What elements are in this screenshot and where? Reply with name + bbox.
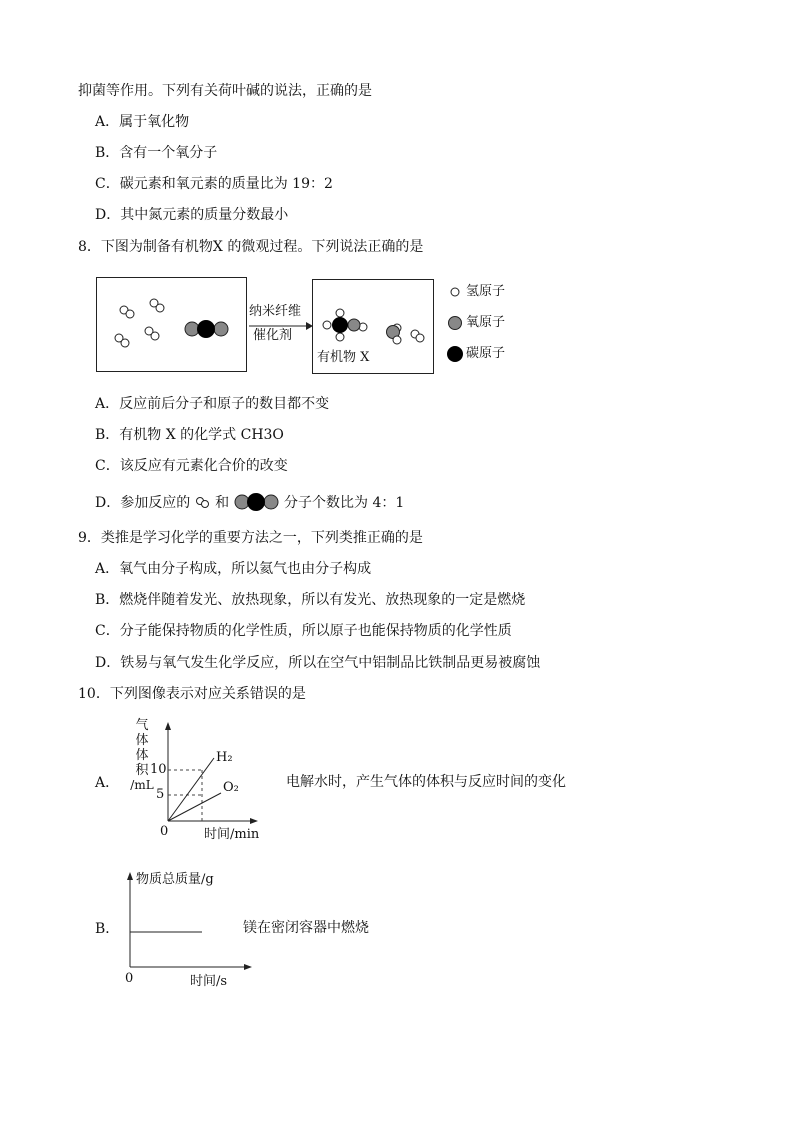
reactant-box xyxy=(96,277,247,372)
q9-option-b: B．燃烧伴随着发光、放热现象，所以有发光、放热现象的一定是燃烧 xyxy=(95,592,526,608)
graph-b-ylabel: 物质总质量/g xyxy=(136,872,214,887)
product-box xyxy=(312,279,434,374)
q8-option-a: A．反应前后分子和原子的数目都不变 xyxy=(95,396,330,412)
q7-option-d: D．其中氮元素的质量分数最小 xyxy=(95,207,289,223)
series-h2-label: H₂ xyxy=(216,750,233,765)
q8-option-d xyxy=(95,492,404,513)
graph-a-xlabel: 时间/min xyxy=(204,827,260,842)
q8-option-d-prefix: D．参加反应的 xyxy=(95,495,191,511)
co2-molecule-icon xyxy=(234,492,280,512)
q9-stem: 9．类推是学习化学的重要方法之一，下列类推正确的是 xyxy=(78,530,423,546)
q8-option-d-mid: 和 xyxy=(215,495,230,511)
q7-option-a: A．属于氧化物 xyxy=(95,114,190,130)
q8-stem: 8．下图为制备有机物X 的微观过程。下列说法正确的是 xyxy=(78,239,424,255)
legend-oxygen: 氧原子 xyxy=(466,315,506,330)
series-o2-line xyxy=(168,793,221,821)
ylabel-char: 积 xyxy=(135,763,149,778)
ylabel-char: /mL xyxy=(130,778,154,792)
series-h2-line xyxy=(168,758,214,821)
q10-option-a-desc: 电解水时，产生气体的体积与反应时间的变化 xyxy=(286,774,566,790)
q7-option-b: B．含有一个氧分子 xyxy=(95,145,218,161)
reactant-molecules xyxy=(97,278,246,371)
q7-option-c: C．碳元素和氧元素的质量比为 19：2 xyxy=(95,176,333,192)
q8-option-c: C．该反应有元素化合价的改变 xyxy=(95,458,288,474)
series-o2-label: O₂ xyxy=(223,780,239,795)
q8-option-b: B．有机物 X 的化学式 CH3O xyxy=(95,427,284,443)
q9-option-d: D．铁易与氧气发生化学反应，所以在空气中铝制品比铁制品更易被腐蚀 xyxy=(95,655,541,671)
q9-option-a: A．氧气由分子构成，所以氦气也由分子构成 xyxy=(95,561,372,577)
legend-carbon: 碳原子 xyxy=(466,346,506,361)
q9-option-c: C．分子能保持物质的化学性质，所以原子也能保持物质的化学性质 xyxy=(95,623,512,639)
q10-stem: 10．下列图像表示对应关系错误的是 xyxy=(78,686,306,702)
arrow-label-top: 纳米纤维 xyxy=(249,304,302,319)
graph-b-origin: 0 xyxy=(125,971,134,986)
tick-10: 10 xyxy=(150,762,167,777)
ylabel-char: 气 xyxy=(135,718,149,733)
product-label: 有机物 X xyxy=(317,350,370,365)
q7-stem-continued: 抑菌等作用。下列有关荷叶碱的说法，正确的是 xyxy=(78,83,372,99)
legend-hydrogen: 氢原子 xyxy=(466,284,506,299)
graph-a-origin: 0 xyxy=(160,824,169,839)
hydrogen-molecule-icon xyxy=(195,495,211,509)
q10-graph-a xyxy=(126,718,276,848)
q10-option-a-label: A． xyxy=(95,775,120,791)
q8-option-d-suffix: 分子个数比为 4：1 xyxy=(284,495,405,511)
q8-reaction-diagram xyxy=(96,275,516,375)
q10-option-b-label: B． xyxy=(95,921,120,937)
tick-5: 5 xyxy=(156,787,165,802)
arrow-label-bottom: 催化剂 xyxy=(253,328,293,343)
ylabel-char: 体 xyxy=(135,733,149,748)
legend-icons xyxy=(446,281,466,367)
graph-b-xlabel: 时间/s xyxy=(190,974,228,989)
ylabel-char: 体 xyxy=(135,748,149,763)
q10-option-b-desc: 镁在密闭容器中燃烧 xyxy=(243,920,369,936)
